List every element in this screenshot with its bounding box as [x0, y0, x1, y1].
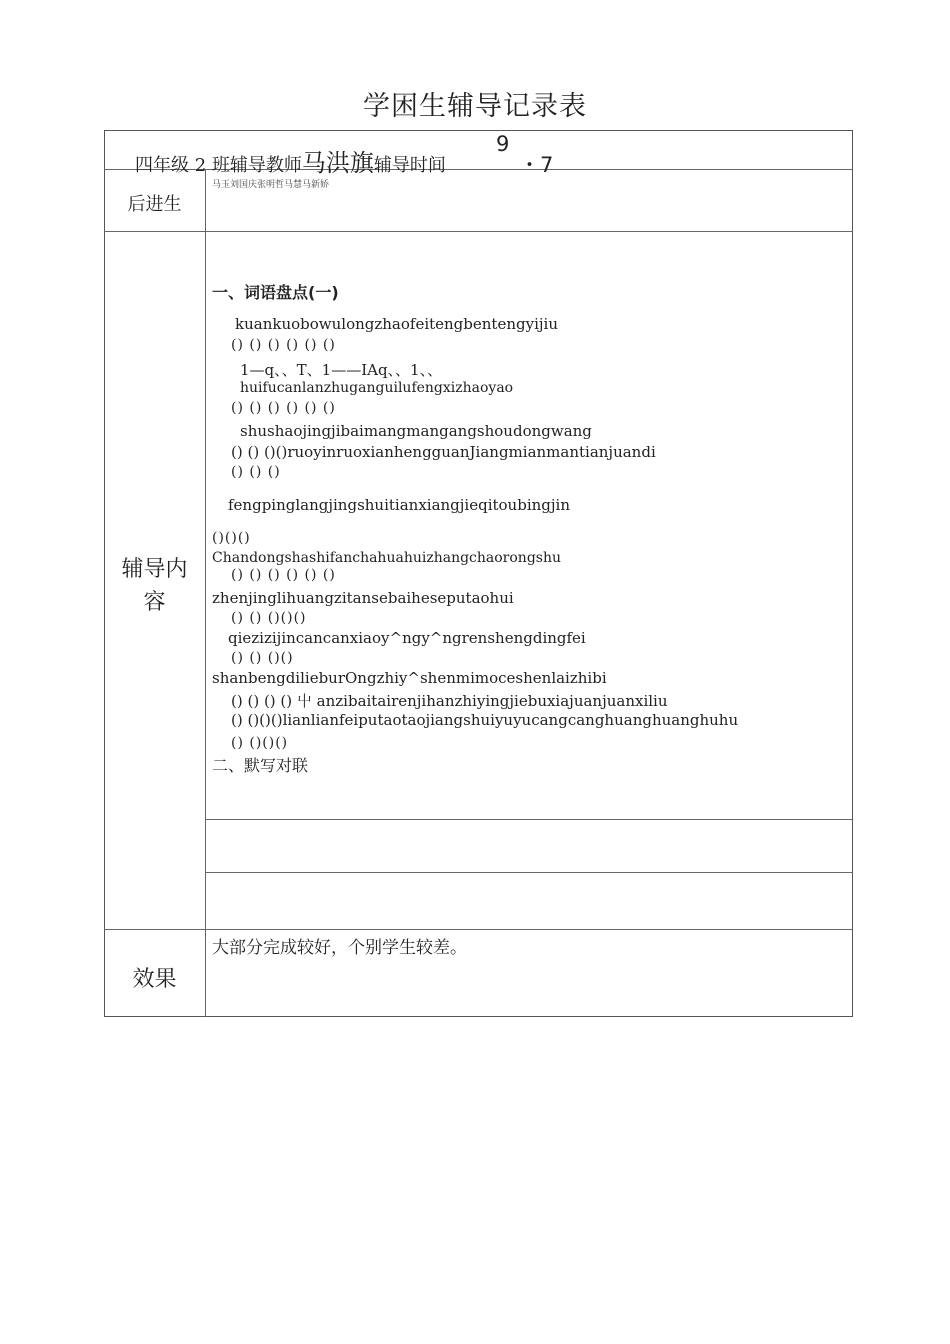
record-table	[104, 130, 853, 1017]
date-bottom: ・7	[519, 153, 554, 177]
blank-parens: () ()()()	[231, 735, 289, 751]
header-row	[135, 143, 446, 178]
pinyin-line: fengpinglangjingshuitianxiangjieqitoubingjin	[228, 496, 570, 514]
pinyin-line: zhenjinglihuangzitansebaiheseputaohui	[212, 589, 514, 607]
class-name: 四年级 2 班	[135, 155, 230, 176]
time-label: 辅导时间	[373, 155, 446, 176]
content-label-line1: 辅导内	[121, 557, 188, 582]
blank-parens: ()()()	[212, 530, 251, 546]
section-heading-words: 一、词语盘点(一)	[212, 283, 339, 302]
pinyin-line: () ()()()lianlianfeiputaotaojiangshuiyuyucangcanghuanghuanghuhu	[231, 711, 739, 729]
pinyin-line: shanbengdilieburOngzhiy^shenmimoceshenlaizhibi	[212, 669, 607, 687]
blank-parens: () () () () () ()	[231, 567, 336, 583]
pinyin-line: Chandongshashifanchahuahuizhangchaorongshu	[212, 550, 561, 566]
date-top: 9	[496, 132, 510, 156]
row-divider	[205, 872, 853, 873]
teacher-name: 马洪旗	[301, 149, 374, 177]
blank-parens: () () ()()	[231, 650, 294, 666]
section-heading-couplets: 二、默写对联	[212, 756, 309, 775]
page-title: 学困生辅导记录表	[363, 91, 587, 122]
effect-label: 效果	[132, 967, 177, 992]
pinyin-line: () () () () 屮 anzibaitairenjihanzhiyingjiebuxiajuanjuanxiliu	[231, 692, 668, 710]
row-divider	[104, 231, 853, 232]
pinyin-line: kuankuobowulongzhaofeitengbentengyijiu	[235, 315, 558, 333]
row-divider	[205, 819, 853, 820]
effect-text: 大部分完成较好，个别学生较差。	[212, 938, 467, 958]
blank-parens: () () ()	[231, 464, 281, 480]
pinyin-line: huifucanlanzhuganguilufengxizhaoyao	[240, 380, 514, 396]
pinyin-line: qiezizijincancanxiaoy^ngy^ngrenshengdingfei	[228, 629, 586, 647]
content-label-line2: 容	[143, 590, 166, 615]
students-label: 后进生	[127, 194, 182, 215]
blank-parens: () () ()()()	[231, 610, 307, 626]
blank-parens: () () () () () ()	[231, 337, 336, 353]
column-divider	[205, 169, 206, 1017]
pinyin-line: 1—q、、T、1——IAq、、1、、	[240, 361, 443, 379]
pinyin-line: shushaojingjibaimangmangangshoudongwang	[240, 422, 592, 440]
blank-parens: () () () () () ()	[231, 400, 336, 416]
pinyin-line: () () ()()ruoyinruoxianhengguanJiangmianmantianjuandi	[231, 443, 656, 461]
teacher-label: 辅导教师	[229, 155, 302, 176]
students-names: 马玉刘国庆张明哲马慧马新娇	[212, 180, 330, 190]
row-divider	[104, 929, 853, 930]
